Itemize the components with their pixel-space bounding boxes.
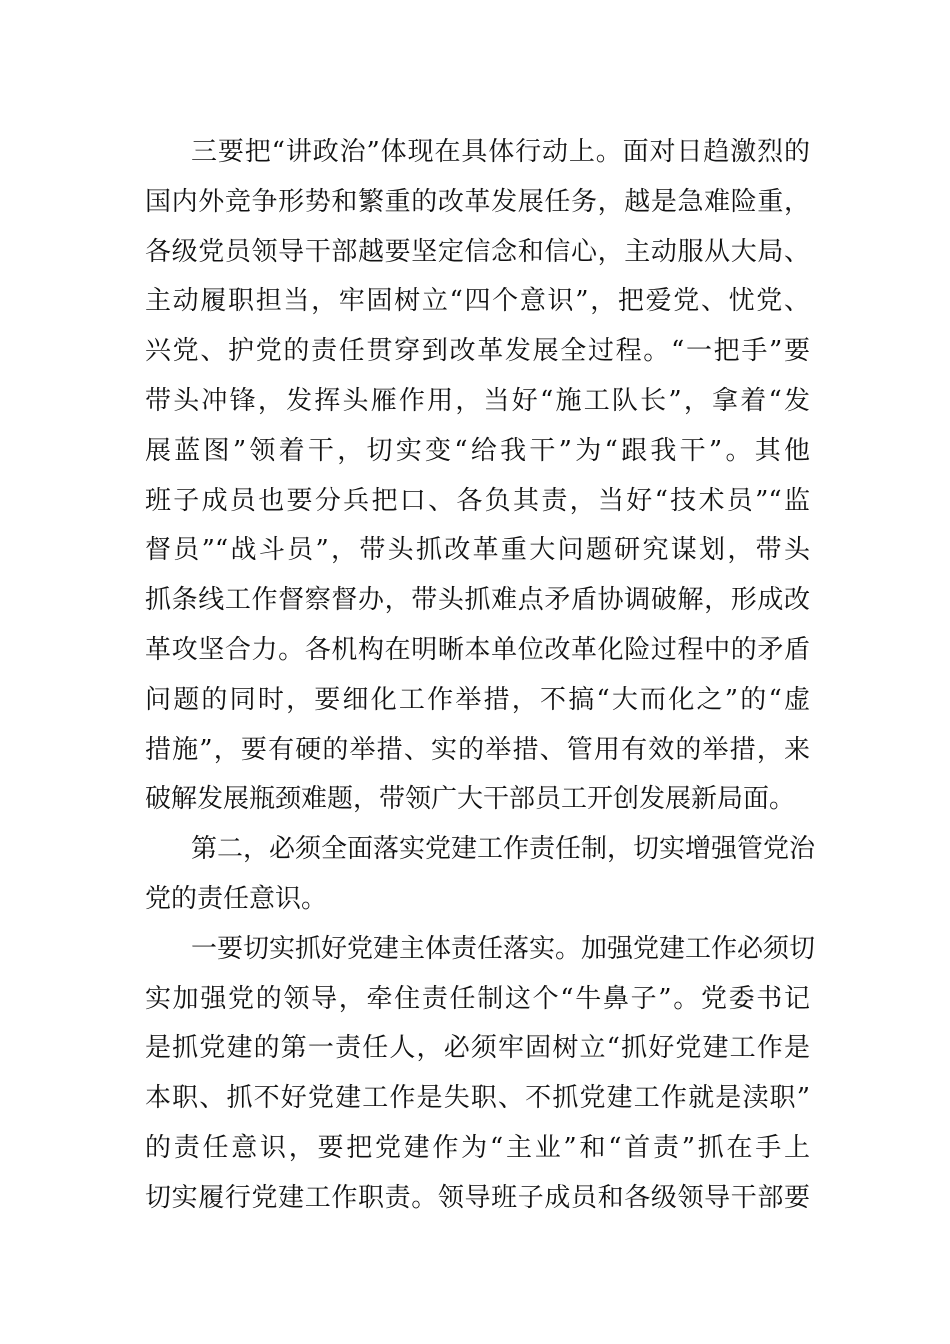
text-line: 实加强党的领导，牵住责任制这个“牛鼻子”。党委书记 xyxy=(145,983,810,1014)
text-line: 破解发展瓶颈难题，带领广大干部员工开创发展新局面。 xyxy=(145,784,796,815)
paragraph-2 xyxy=(145,825,816,925)
text-line: 问题的同时，要细化工作举措，不搞“大而化之”的“虚 xyxy=(145,684,810,715)
document-body xyxy=(145,128,816,1224)
text-line: 各级党员领导干部越要坚定信念和信心，主动服从大局、 xyxy=(145,236,810,267)
text-line: 革攻坚合力。各机构在明晰本单位改革化险过程中的矛盾 xyxy=(145,634,810,665)
text-line: 切实履行党建工作职责。领导班子成员和各级领导干部要 xyxy=(145,1182,810,1213)
paragraph-1 xyxy=(145,128,810,825)
text-line: 的责任意识，要把党建作为“主业”和“首责”抓在手上 xyxy=(145,1132,810,1163)
paragraph-3 xyxy=(145,925,816,1224)
text-line: 督员”“战斗员”，带头抓改革重大问题研究谋划，带头 xyxy=(145,535,810,566)
text-line: 第二，必须全面落实党建工作责任制，切实增强管党治 xyxy=(191,834,816,865)
text-line: 主动履职担当，牢固树立“四个意识”，把爱党、忧党、 xyxy=(145,286,810,317)
text-line: 班子成员也要分兵把口、各负其责，当好“技术员”“监 xyxy=(145,485,810,516)
text-line: 一要切实抓好党建主体责任落实。加强党建工作必须切 xyxy=(191,933,816,964)
text-line: 措施”，要有硬的举措、实的举措、管用有效的举措，来 xyxy=(145,734,810,765)
text-line: 带头冲锋，发挥头雁作用，当好“施工队长”，拿着“发 xyxy=(145,385,810,416)
text-line: 三要把“讲政治”体现在具体行动上。面对日趋激烈的 xyxy=(191,137,810,167)
text-line: 党的责任意识。 xyxy=(145,883,328,914)
text-line: 是抓党建的第一责任人，必须牢固树立“抓好党建工作是 xyxy=(145,1033,810,1064)
text-line: 国内外竞争形势和繁重的改革发展任务，越是急难险重， xyxy=(145,186,810,217)
text-line: 本职、抓不好党建工作是失职、不抓党建工作就是渎职” xyxy=(145,1083,810,1114)
text-line: 展蓝图”领着干，切实变“给我干”为“跟我干”。其他 xyxy=(145,435,810,466)
text-line: 抓条线工作督察督办，带头抓难点矛盾协调破解，形成改 xyxy=(145,585,810,616)
text-line: 兴党、护党的责任贯穿到改革发展全过程。“一把手”要 xyxy=(145,336,810,367)
